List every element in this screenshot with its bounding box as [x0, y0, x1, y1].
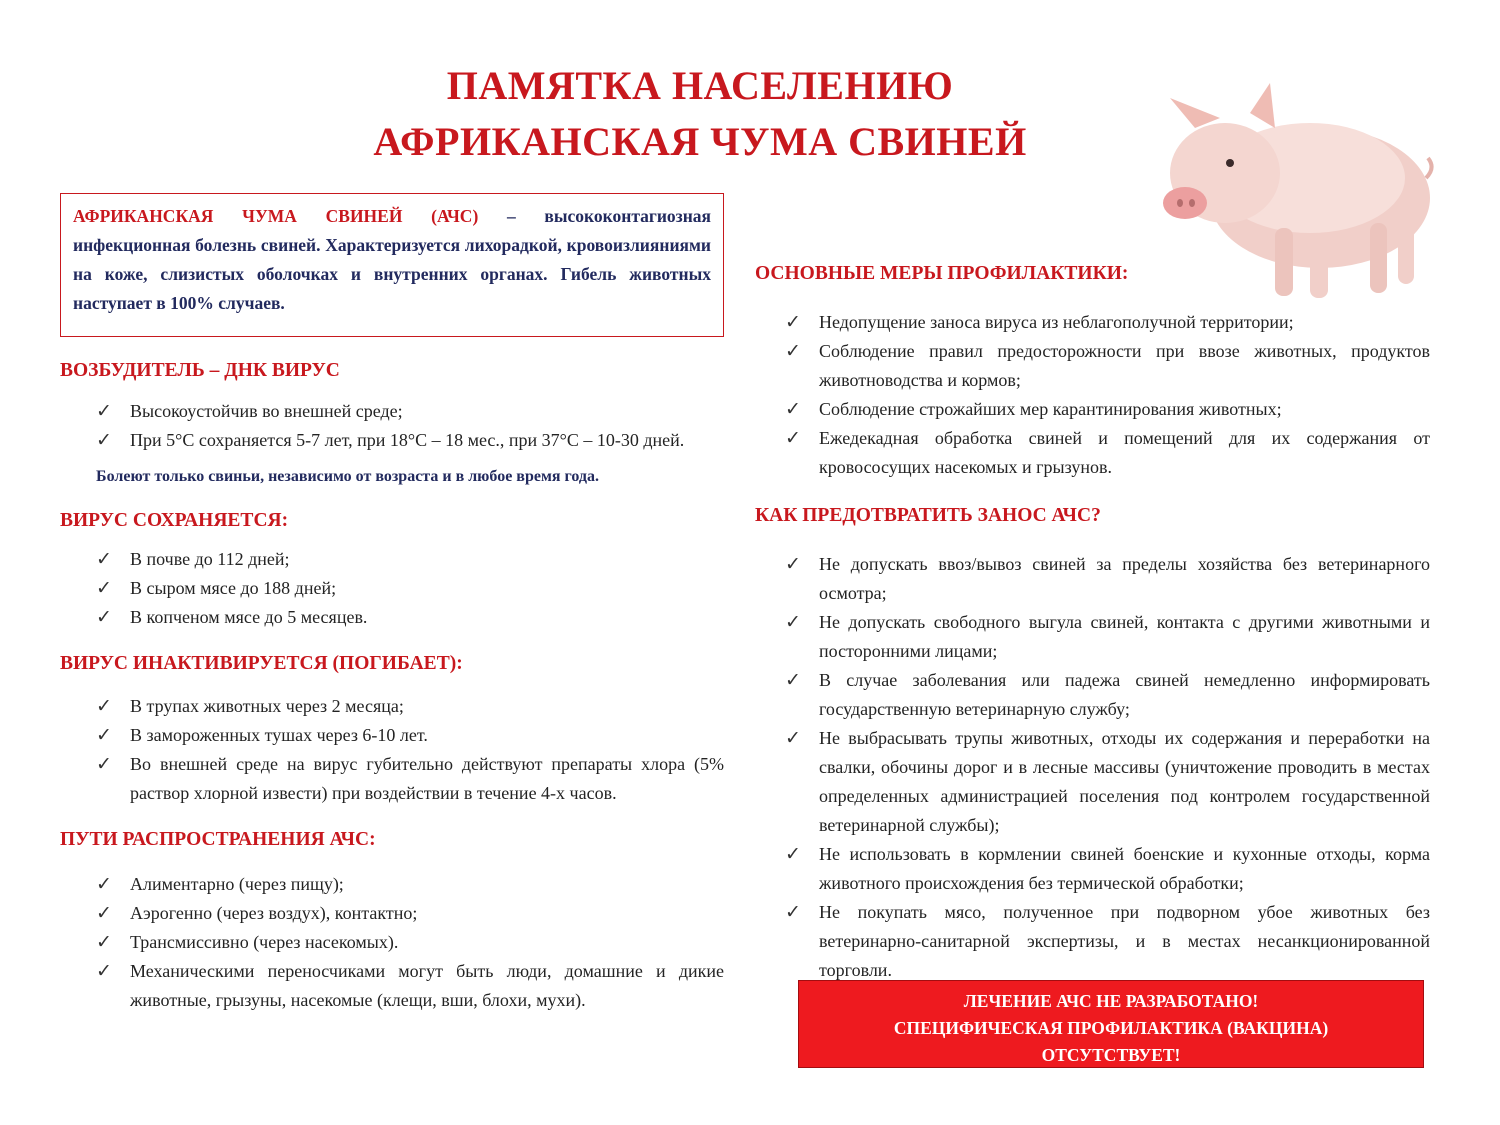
persists-list: [60, 545, 724, 632]
list-item: ✓ В замороженных тушах через 6-10 лет.: [60, 721, 724, 750]
alert-line-1: ЛЕЧЕНИЕ АЧС НЕ РАЗРАБОТАНО!: [963, 991, 1259, 1011]
check-icon: ✓: [96, 578, 112, 599]
list-item: ✓ Аэрогенно (через воздух), контактно;: [60, 899, 724, 928]
check-icon: ✓: [96, 903, 112, 924]
spread-heading: ПУТИ РАСПРОСТРАНЕНИЯ АЧС:: [60, 829, 376, 850]
list-item: ✓ При 5°С сохраняется 5-7 лет, при 18°С – 18 мес., при 37°С – 10-30 дней.: [60, 426, 724, 455]
prevention-heading: ОСНОВНЫЕ МЕРЫ ПРОФИЛАКТИКИ:: [755, 263, 1129, 284]
list-item: ✓ В трупах животных через 2 месяца;: [60, 692, 724, 721]
list-item: ✓ В сыром мясе до 188 дней;: [60, 574, 724, 603]
check-icon: ✓: [785, 902, 801, 923]
pathogen-heading: ВОЗБУДИТЕЛЬ – ДНК ВИРУС: [60, 360, 340, 381]
inactivated-list: [60, 692, 724, 808]
page-title-line-2: АФРИКАНСКАЯ ЧУМА СВИНЕЙ: [373, 119, 1027, 164]
pathogen-list: [60, 397, 724, 455]
check-icon: ✓: [96, 754, 112, 775]
list-item: ✓ Механическими переносчиками могут быть люди, домашние и дикие животные, грызуны, насекомые (клещи, вши, блохи, мухи).: [60, 957, 724, 1015]
check-icon: ✓: [96, 932, 112, 953]
alert-line-2: СПЕЦИФИЧЕСКАЯ ПРОФИЛАКТИКА (ВАКЦИНА): [893, 1018, 1329, 1038]
pathogen-note: Болеют только свиньи, независимо от возраста и в любое время года.: [96, 468, 599, 485]
list-item: ✓ Не покупать мясо, полученное при подворном убое животных без ветеринарно-санитарной экспертизы, и в местах несанкционированной торговли.: [755, 898, 1430, 985]
check-icon: ✓: [785, 612, 801, 633]
list-item: ✓ Не допускать свободного выгула свиней, контакта с другими животными и посторонними лицами;: [755, 608, 1430, 666]
list-item: ✓ В случае заболевания или падежа свиней немедленно информировать государственную ветеринарную службу;: [755, 666, 1430, 724]
list-item: ✓ Соблюдение строжайших мер карантинирования животных;: [755, 395, 1430, 424]
list-item: ✓ В копченом мясе до 5 месяцев.: [60, 603, 724, 632]
prevention-list: [755, 308, 1430, 482]
check-icon: ✓: [785, 312, 801, 333]
check-icon: ✓: [785, 428, 801, 449]
list-item: ✓ Соблюдение правил предосторожности при ввозе животных, продуктов животноводства и кормов;: [755, 337, 1430, 395]
check-icon: ✓: [96, 725, 112, 746]
inactivated-heading: ВИРУС ИНАКТИВИРУЕТСЯ (ПОГИБАЕТ):: [60, 653, 463, 674]
check-icon: ✓: [785, 670, 801, 691]
list-item: ✓ Трансмиссивно (через насекомых).: [60, 928, 724, 957]
intro-term: АФРИКАНСКАЯ ЧУМА СВИНЕЙ (АЧС): [73, 206, 479, 226]
check-icon: ✓: [785, 341, 801, 362]
check-icon: ✓: [96, 961, 112, 982]
check-icon: ✓: [96, 401, 112, 422]
list-item: ✓ Не выбрасывать трупы животных, отходы их содержания и переработки на свалки, обочины дорог и в лесные массивы (уничтожение проводить в местах определенных администрацией поселения под контролем государственной ветеринарной службы);: [755, 724, 1430, 840]
right-column: [755, 260, 1430, 985]
intro-box: [60, 193, 724, 337]
howto-list: [755, 550, 1430, 985]
check-icon: ✓: [785, 554, 801, 575]
list-item: ✓ Ежедекадная обработка свиней и помещений для их содержания от кровососущих насекомых и грызунов.: [755, 424, 1430, 482]
list-item: ✓ Во внешней среде на вирус губительно действуют препараты хлора (5% раствор хлорной извести) при воздействии в течение 4-х часов.: [60, 750, 724, 808]
intro-text: – высококонтагиозная инфекционная болезнь свиней. Характеризуется лихорадкой, кровоизлияниями на коже, слизистых оболочках и внутренних органах. Гибель животных наступает в 100% случаев.: [73, 206, 712, 313]
check-icon: ✓: [96, 430, 112, 451]
page-title-line-1: ПАМЯТКА НАСЕЛЕНИЮ: [446, 63, 954, 108]
check-icon: ✓: [96, 874, 112, 895]
list-item: ✓ Не допускать ввоз/вывоз свиней за пределы хозяйства без ветеринарного осмотра;: [755, 550, 1430, 608]
alert-line-3: ОТСУТСТВУЕТ!: [1041, 1045, 1181, 1065]
left-column: [60, 193, 724, 1015]
check-icon: ✓: [785, 844, 801, 865]
check-icon: ✓: [785, 399, 801, 420]
spread-list: [60, 870, 724, 1015]
howto-heading: КАК ПРЕДОТВРАТИТЬ ЗАНОС АЧС?: [755, 505, 1101, 526]
check-icon: ✓: [96, 549, 112, 570]
check-icon: ✓: [785, 728, 801, 749]
list-item: ✓ В почве до 112 дней;: [60, 545, 724, 574]
persists-heading: ВИРУС СОХРАНЯЕТСЯ:: [60, 510, 289, 531]
list-item: ✓ Высокоустойчив во внешней среде;: [60, 397, 724, 426]
list-item: ✓ Недопущение заноса вируса из неблагополучной территории;: [755, 308, 1430, 337]
alert-box: [798, 980, 1424, 1068]
check-icon: ✓: [96, 607, 112, 628]
check-icon: ✓: [96, 696, 112, 717]
list-item: ✓ Алиментарно (через пищу);: [60, 870, 724, 899]
list-item: ✓ Не использовать в кормлении свиней боенские и кухонные отходы, корма животного происхождения без термической обработки;: [755, 840, 1430, 898]
